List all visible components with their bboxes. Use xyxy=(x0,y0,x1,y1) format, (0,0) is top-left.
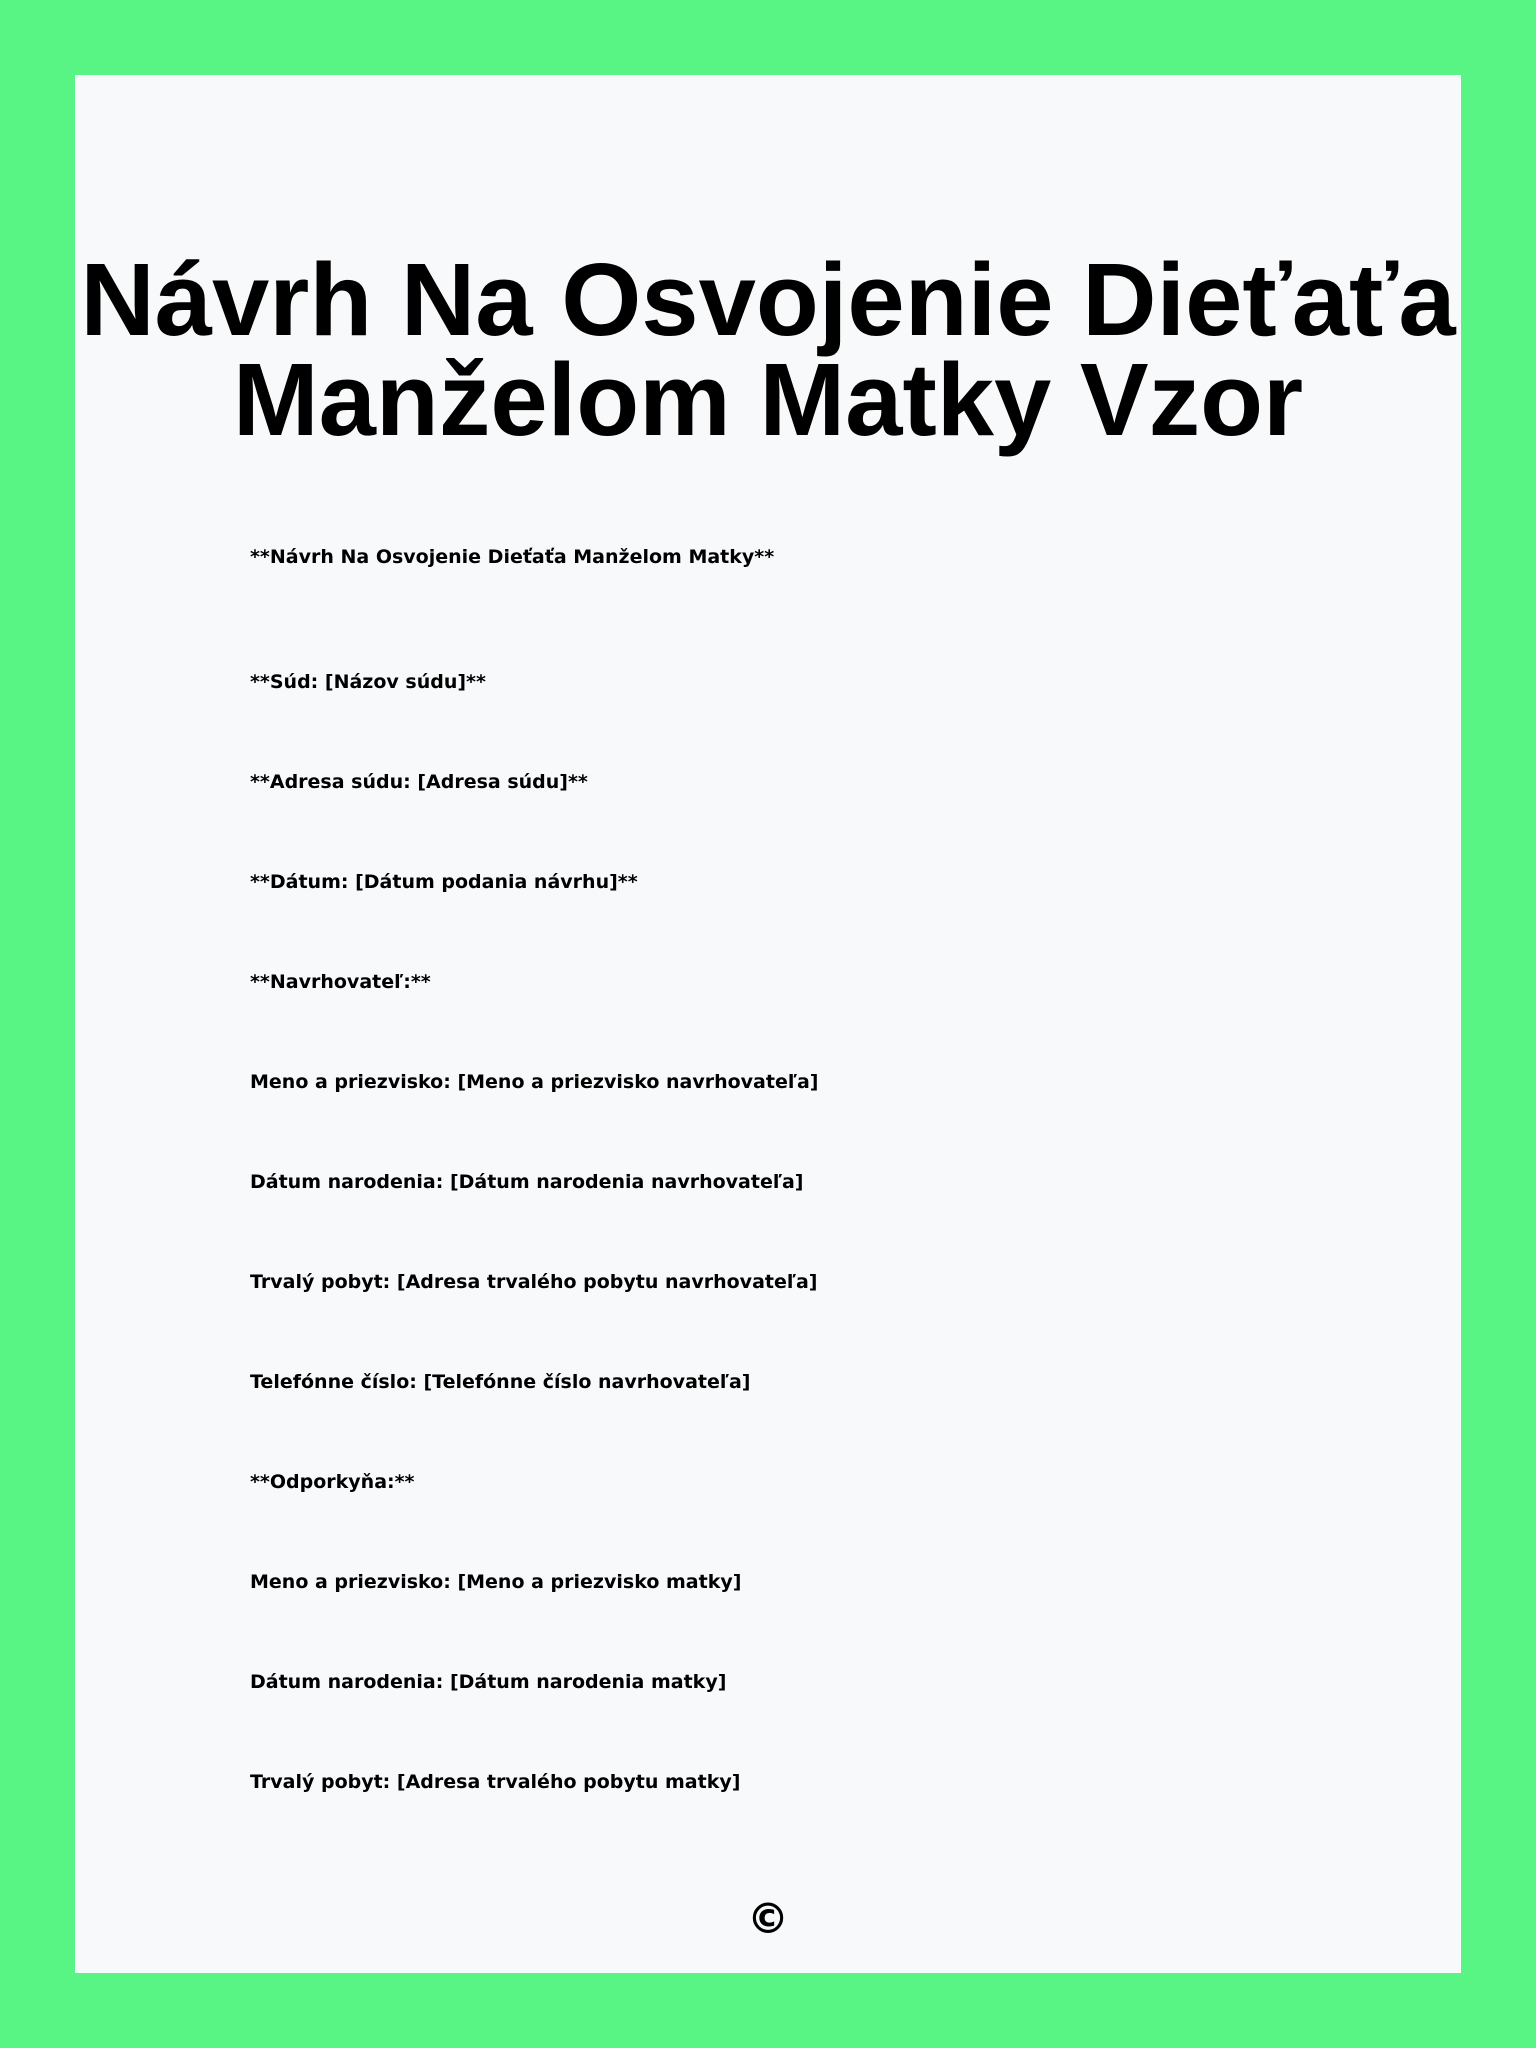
document-page xyxy=(75,75,1461,1973)
petitioner-phone-line: Telefónne číslo: [Telefónne číslo navrhovateľa] xyxy=(250,1371,751,1393)
title-line-1: Návrh Na Osvojenie Dieťaťa xyxy=(80,242,1456,357)
respondent-residence-line: Trvalý pobyt: [Adresa trvalého pobytu matky] xyxy=(250,1771,741,1793)
petitioner-heading: **Navrhovateľ:** xyxy=(250,971,431,993)
court-name-line: **Súd: [Názov súdu]** xyxy=(250,671,486,693)
respondent-name-line: Meno a priezvisko: [Meno a priezvisko matky] xyxy=(250,1571,742,1593)
petitioner-birthdate-line: Dátum narodenia: [Dátum narodenia navrhovateľa] xyxy=(250,1171,804,1193)
petitioner-name-line: Meno a priezvisko: [Meno a priezvisko navrhovateľa] xyxy=(250,1071,819,1093)
copyright-icon: © xyxy=(747,1894,789,1943)
respondent-birthdate-line: Dátum narodenia: [Dátum narodenia matky] xyxy=(250,1671,727,1693)
petitioner-residence-line: Trvalý pobyt: [Adresa trvalého pobytu navrhovateľa] xyxy=(250,1271,818,1293)
document-body xyxy=(250,545,1350,1870)
document-heading: **Návrh Na Osvojenie Dieťaťa Manželom Matky** xyxy=(250,546,775,568)
date-line: **Dátum: [Dátum podania návrhu]** xyxy=(250,871,638,893)
page-title xyxy=(75,242,1461,457)
title-line-2: Manželom Matky Vzor xyxy=(232,342,1304,457)
court-address-line: **Adresa súdu: [Adresa súdu]** xyxy=(250,771,588,793)
respondent-heading: **Odporkyňa:** xyxy=(250,1471,415,1493)
